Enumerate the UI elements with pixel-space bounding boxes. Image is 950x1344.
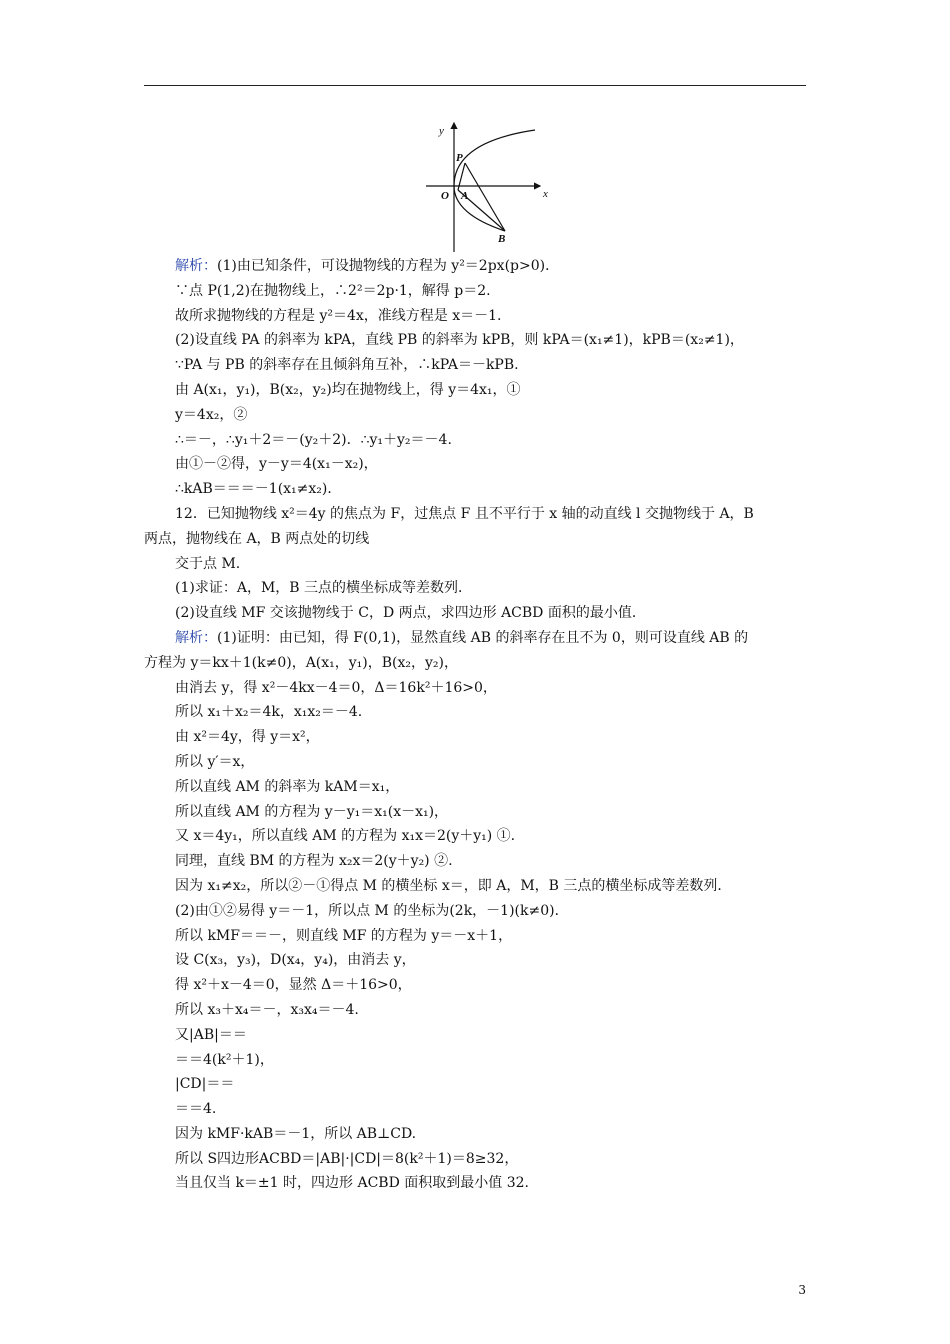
solution-12-line: 所以 x₃＋x₄＝－，x₃x₄＝－4.: [175, 1001, 359, 1018]
solution-12-line: 所以 y′＝x，: [175, 753, 255, 770]
solution-11-line: ∴＝－，∴y₁＋2＝－(y₂＋2)．∴y₁＋y₂＝－4.: [175, 431, 452, 448]
solution-12-line: (2)由①②易得 y＝－1，所以点 M 的坐标为(2k，－1)(k≠0)．: [175, 902, 569, 919]
solution-12-line: ＝＝4.: [175, 1101, 217, 1118]
solution-11-line: 故所求抛物线的方程是 y²＝4x，准线方程是 x＝－1.: [175, 307, 502, 324]
page-content: [144, 254, 806, 1196]
problem-12-question-1: (1)求证：A，M，B 三点的横坐标成等差数列．: [175, 580, 473, 597]
solution-12-line: 同理，直线 BM 的方程为 x₂x＝2(y＋y₂) ②.: [175, 853, 453, 870]
page-number: 3: [798, 1283, 806, 1297]
solution-11-line: 解析：(1)由已知条件，可设抛物线的方程为 y²＝2px(p>0)．: [175, 258, 560, 274]
solution-12-line: 所以 S四边形ACBD＝|AB|·|CD|＝8(k²＋1)＝8≥32，: [175, 1150, 519, 1167]
problem-12-statement: 两点，抛物线在 A，B 两点处的切线: [144, 530, 370, 547]
point-b-label: B: [498, 233, 506, 245]
solution-12-line: 解析：(1)证明：由已知，得 F(0,1)，显然直线 AB 的斜率存在且不为 0，则可设直线 AB 的: [175, 629, 749, 646]
solution-12-line: 因为 x₁≠x₂，所以②－①得点 M 的横坐标 x＝，即 A，M，B 三点的横坐标成等差数列．: [175, 877, 732, 894]
analysis-label: 解析：: [175, 258, 217, 274]
solution-12-line: |CD|＝＝: [175, 1076, 235, 1093]
solution-12-line: 设 C(x₃，y₃)，D(x₄，y₄)，由消去 y，: [175, 952, 416, 969]
solution-12-line: 因为 kMF·kAB＝－1，所以 AB⊥CD.: [175, 1125, 417, 1142]
y-axis-label: y: [439, 125, 444, 137]
solution-12-line: 所以直线 AM 的方程为 y－y₁＝x₁(x－x₁)，: [175, 803, 449, 820]
problem-12-statement: 交于点 M.: [175, 555, 241, 572]
solution-12-line: 又|AB|＝＝: [175, 1026, 247, 1043]
solution-11-line: y＝4x₂，②: [175, 406, 248, 423]
solution-11-line: 由 A(x₁，y₁)，B(x₂，y₂)均在抛物线上，得 y＝4x₁，①: [175, 381, 521, 398]
parabola-figure: [420, 118, 560, 258]
solution-11-line: (2)设直线 PA 的斜率为 kPA，直线 PB 的斜率为 kPB，则 kPA＝(x₁≠1)，kPB＝(x₂≠1)，: [175, 332, 744, 349]
point-a-label: A: [461, 190, 469, 202]
solution-11-line: ∴kAB＝＝＝－1(x₁≠x₂)．: [175, 481, 342, 498]
x-axis-label: x: [543, 188, 548, 200]
solution-12-line: 当且仅当 k＝±1 时，四边形 ACBD 面积取到最小值 32.: [175, 1175, 529, 1192]
solution-12-line: 又 x＝4y₁，所以直线 AM 的方程为 x₁x＝2(y＋y₁) ①.: [175, 828, 516, 845]
solution-12-line: 所以 kMF＝＝－，则直线 MF 的方程为 y＝－x＋1，: [175, 927, 513, 944]
analysis-label: 解析：: [175, 629, 217, 646]
solution-12-line: 所以直线 AM 的斜率为 kAM＝x₁，: [175, 778, 400, 795]
parabola-diagram: [420, 118, 560, 258]
solution-12-line: 得 x²＋x－4＝0，显然 Δ＝＋16>0，: [175, 977, 412, 994]
solution-11-line: ∵PA 与 PB 的斜率存在且倾斜角互补，∴kPA＝－kPB.: [175, 357, 519, 374]
segment-pb: [465, 163, 505, 231]
point-p-label: P: [456, 152, 463, 164]
solution-12-line: ＝＝4(k²＋1)，: [175, 1051, 274, 1068]
header-rule: [144, 85, 806, 86]
parabola-upper: [454, 130, 535, 186]
solution-12-line: 由消去 y，得 x²－4kx－4＝0，Δ＝16k²＋16>0，: [175, 679, 497, 696]
solution-12-line: 方程为 y＝kx＋1(k≠0)，A(x₁，y₁)，B(x₂，y₂)，: [144, 654, 458, 671]
solution-12-line: 所以 x₁＋x₂＝4k，x₁x₂＝－4.: [175, 704, 363, 721]
solution-11-line: 由①－②得，y－y＝4(x₁－x₂)，: [175, 456, 378, 473]
origin-label: O: [441, 190, 449, 202]
solution-12-line: 由 x²＝4y，得 y＝x²，: [175, 729, 320, 746]
problem-12-statement: 12．已知抛物线 x²＝4y 的焦点为 F，过焦点 F 且不平行于 x 轴的动直线 l 交抛物线于 A，B: [175, 505, 754, 522]
problem-12-question-2: (2)设直线 MF 交该抛物线于 C，D 两点，求四边形 ACBD 面积的最小值．: [175, 605, 646, 622]
solution-11-line: ∵点 P(1,2)在抛物线上，∴2²＝2p·1，解得 p＝2.: [175, 282, 491, 299]
